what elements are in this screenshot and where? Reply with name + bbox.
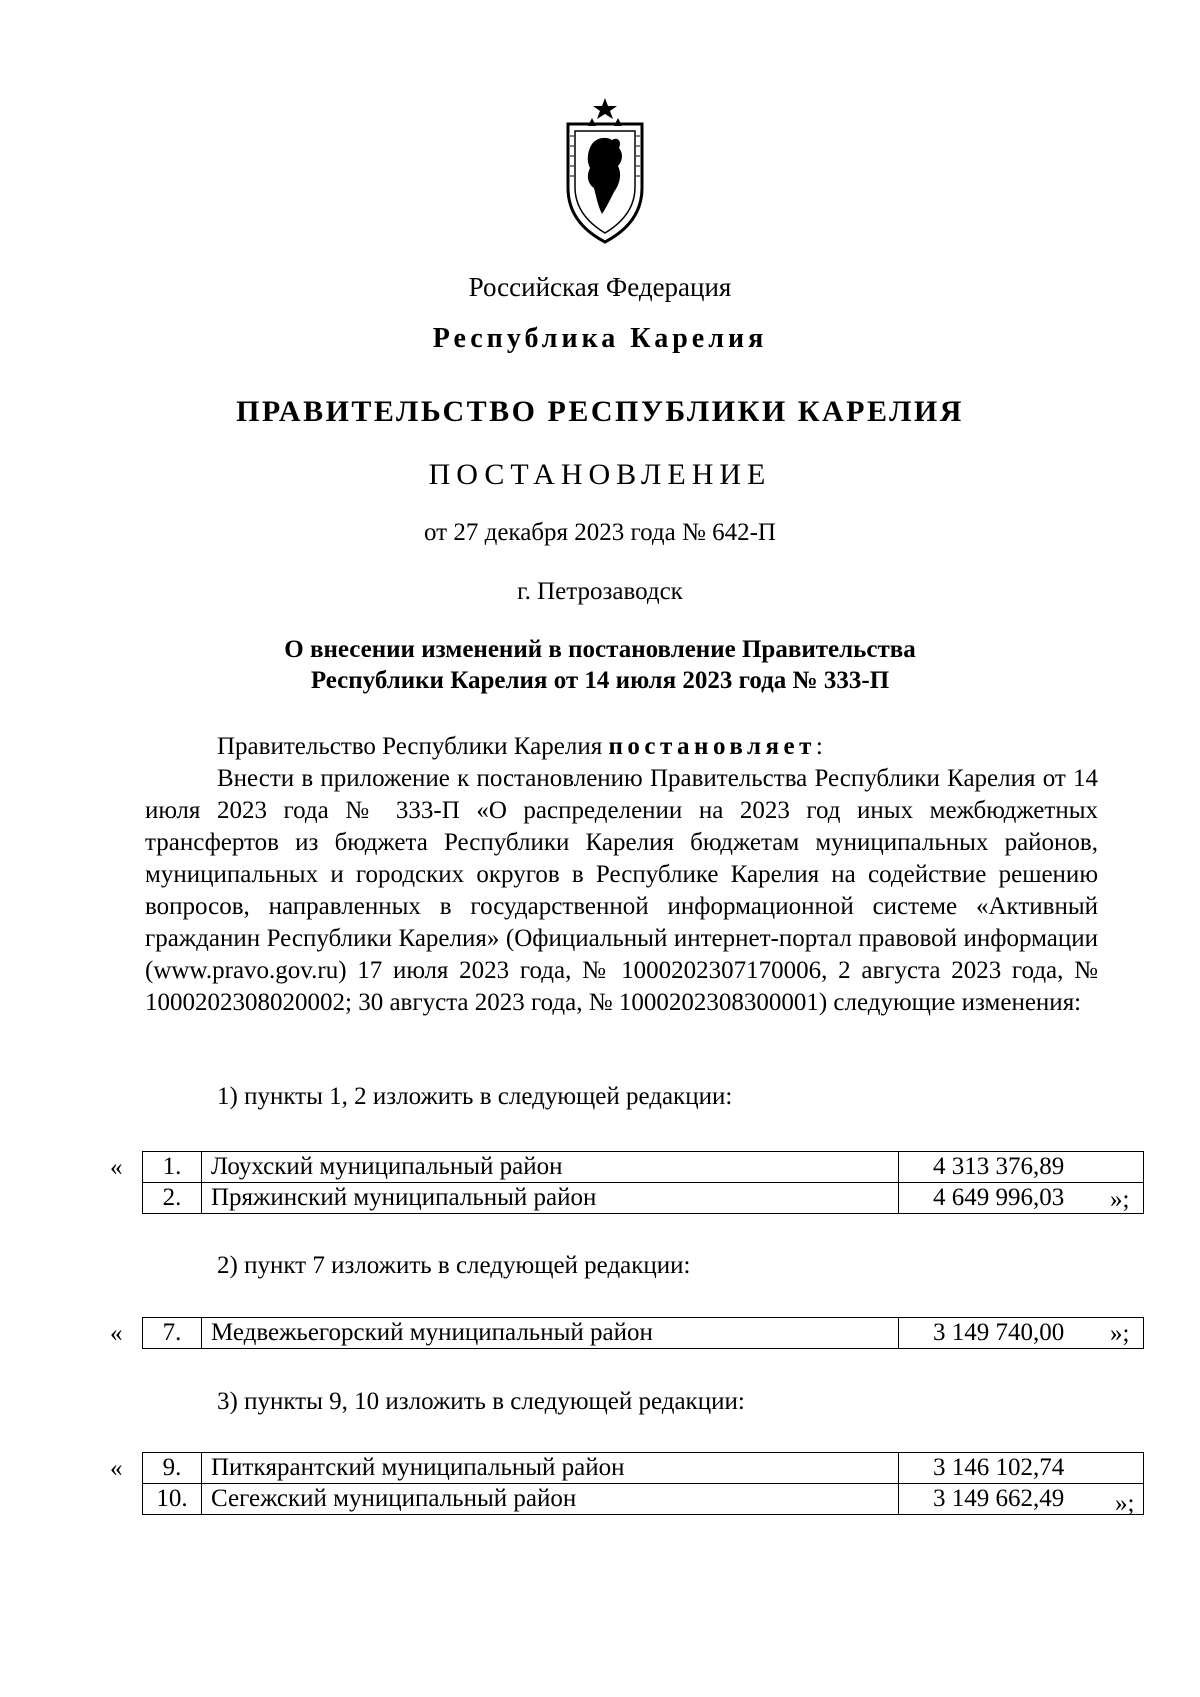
row-district: Пряжинский муниципальный район xyxy=(202,1183,899,1214)
row-number: 10. xyxy=(143,1484,202,1515)
quote-open: « xyxy=(110,1455,123,1482)
government-title: ПРАВИТЕЛЬСТВО РЕСПУБЛИКИ КАРЕЛИЯ xyxy=(236,395,964,428)
republic-title: Республика Карелия xyxy=(432,323,768,354)
row-amount: 3 149 740,00 xyxy=(899,1318,1144,1349)
document-type: ПОСТАНОВЛЕНИЕ xyxy=(428,458,772,491)
amendment-2-table xyxy=(142,1317,1144,1349)
row-district: Медвежьегорский муниципальный район xyxy=(202,1318,899,1349)
amendment-1-table xyxy=(142,1151,1144,1214)
amendment-3-table xyxy=(142,1452,1144,1515)
row-amount: 3 149 662,49 xyxy=(899,1484,1144,1515)
row-amount: 4 313 376,89 xyxy=(899,1152,1144,1183)
document-city: г. Петрозаводск xyxy=(517,578,683,605)
subject-line-2: Республики Карелия от 14 июля 2023 года № 333-П xyxy=(310,667,890,694)
row-number: 2. xyxy=(143,1183,202,1214)
row-number: 7. xyxy=(143,1318,202,1349)
row-amount: 4 649 996,03 xyxy=(899,1183,1144,1214)
intro-colon: : xyxy=(815,733,823,760)
subject-line-1: О внесении изменений в постановление Правительства xyxy=(284,636,916,663)
document-date-number: от 27 декабря 2023 года № 642-П xyxy=(424,519,776,546)
table-row xyxy=(143,1152,1144,1183)
table-row xyxy=(143,1183,1144,1214)
table-row xyxy=(143,1453,1144,1484)
intro-paragraph xyxy=(145,731,1098,763)
amendment-1-label: 1) пункты 1, 2 изложить в следующей редакции: xyxy=(217,1083,733,1110)
table-row xyxy=(143,1484,1144,1515)
row-district: Лоухский муниципальный район xyxy=(202,1152,899,1183)
document-subject xyxy=(0,634,1200,696)
quote-close: »; xyxy=(1110,1186,1130,1213)
quote-close: »; xyxy=(1110,1320,1130,1347)
row-district: Питкярантский муниципальный район xyxy=(202,1453,899,1484)
intro-resolves-word: постановляет xyxy=(608,733,816,760)
intro-text: Правительство Республики Карелия xyxy=(217,733,609,760)
quote-open: « xyxy=(110,1154,123,1181)
amendment-2-label: 2) пункт 7 изложить в следующей редакции: xyxy=(217,1252,691,1279)
country-title: Российская Федерация xyxy=(468,272,732,302)
row-number: 1. xyxy=(143,1152,202,1183)
main-paragraph: Внести в приложение к постановлению Правительства Республики Карелия от 14 июля 2023 года № 333-П «О распределении на 2023 год иных межбюджетных трансфертов из бюджета Республики Карелия бюджетам муниципальных районов, муниципальных и городских округов в Республике Карелия на содействие решению вопросов, направленных в государственной информационной системе «Активный гражданин Республики Карелия» (Официальный интернет-портал правовой информации (www.pravo.gov.ru) 17 июля 2023 года, № 1000202307170006, 2 августа 2023 года, № 1000202308020002; 30 августа 2023 года, № 1000202308300001) следующие изменения: xyxy=(145,765,1098,1016)
amendment-3-label: 3) пункты 9, 10 изложить в следующей редакции: xyxy=(217,1388,745,1415)
quote-open: « xyxy=(110,1320,123,1347)
row-district: Сегежский муниципальный район xyxy=(202,1484,899,1515)
row-number: 9. xyxy=(143,1453,202,1484)
row-amount: 3 146 102,74 xyxy=(899,1453,1144,1484)
karelia-coat-of-arms-icon xyxy=(562,96,648,244)
quote-close: »; xyxy=(1115,1490,1135,1517)
table-row xyxy=(143,1318,1144,1349)
